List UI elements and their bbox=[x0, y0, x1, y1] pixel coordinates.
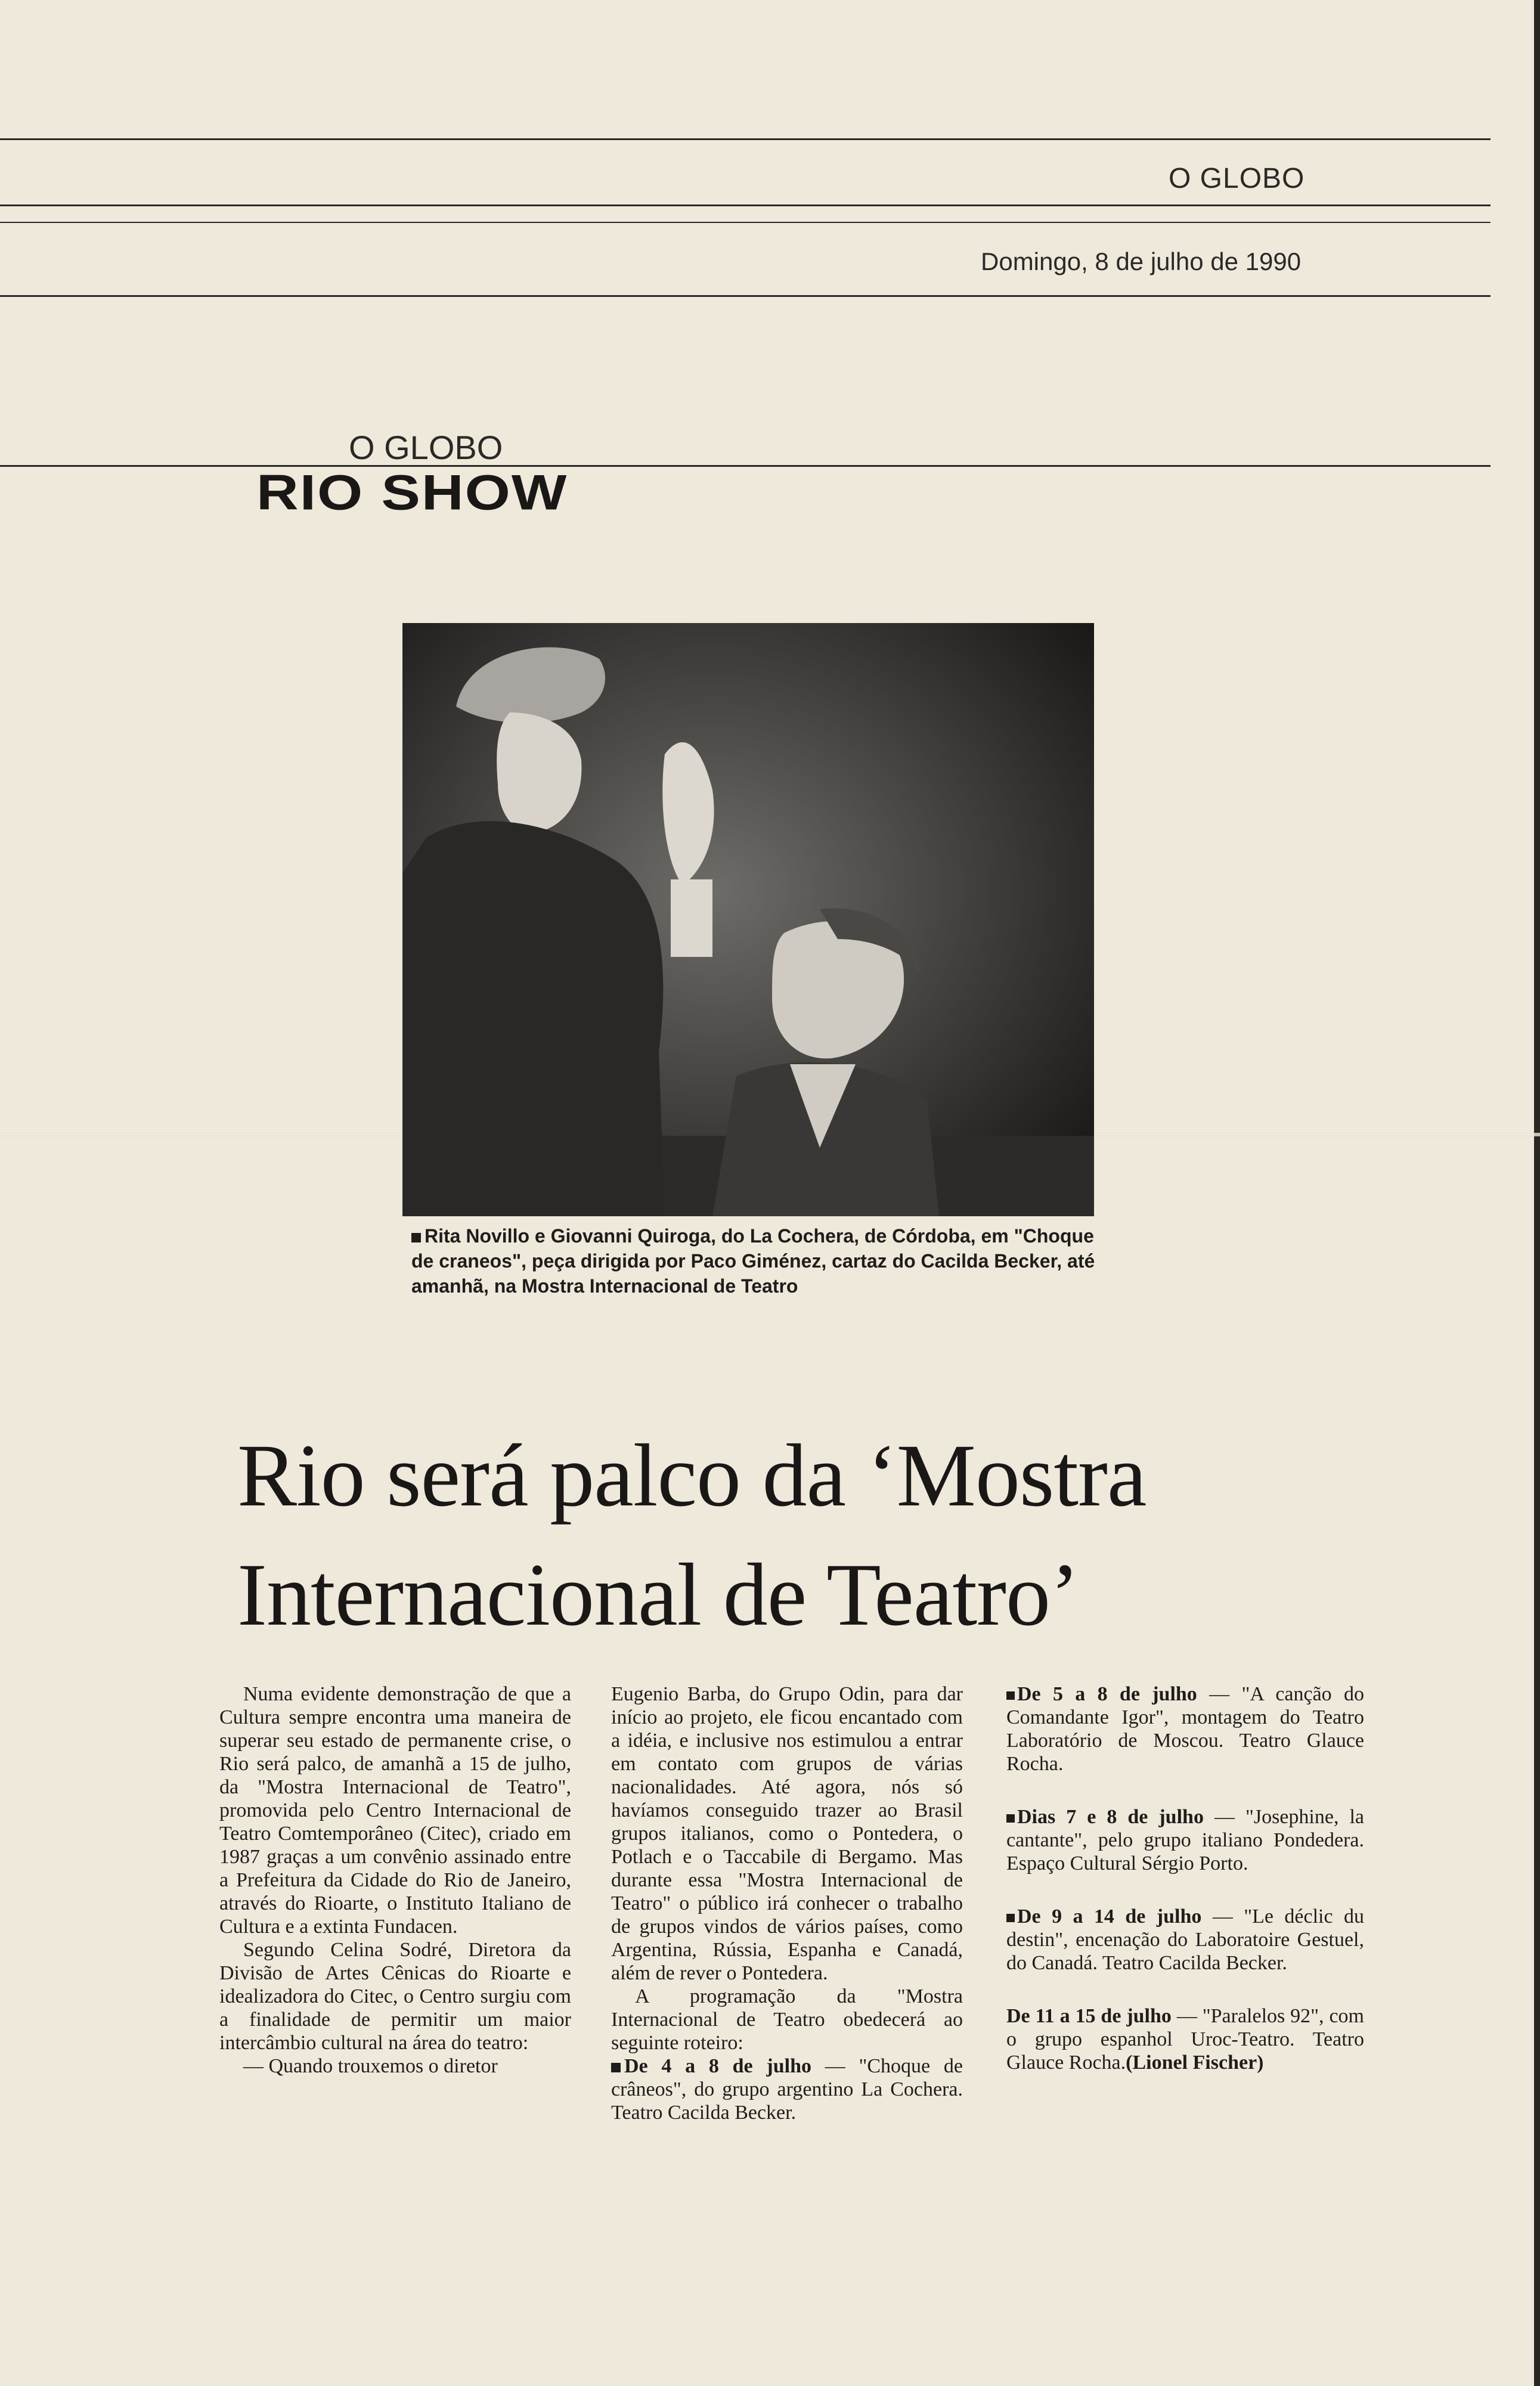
section-newspaper-name: O GLOBO bbox=[349, 429, 503, 466]
newspaper-name: O GLOBO bbox=[1169, 163, 1305, 194]
photo-caption bbox=[411, 1223, 1103, 1299]
schedule-entry-date: De 9 a 14 de julho bbox=[1017, 1905, 1202, 1928]
article-column-1 bbox=[219, 1682, 571, 2078]
rule-masthead bbox=[0, 204, 1491, 206]
headline-line-2: Internacional de Teatro’ bbox=[237, 1545, 1079, 1644]
schedule-bullet-icon bbox=[611, 2063, 621, 2072]
schedule-entry-date: Dias 7 e 8 de julho bbox=[1017, 1806, 1204, 1828]
column-2-paragraph-1: Eugenio Barba, do Grupo Odin, para dar início ao projeto, ele ficou encantado com a idéia, e inclusive nos estimulou a entrar em contato com grupos de várias nacionalidades. Até agora, nós só havíamos conseguido trazer ao Brasil grupos italianos, como o Pontedera, o Potlach e o Taccabile di Bergamo. Mas durante essa "Mostra Internacional de Teatro" o público irá conhecer o trabalho de grupos vindos de vários países, como Argentina, Rússia, Espanha e Canadá, além de rever o Pontedera. bbox=[611, 1683, 963, 1984]
page-edge bbox=[1534, 0, 1540, 2386]
headline-line-1: Rio será palco da ‘Mostra bbox=[237, 1426, 1147, 1525]
schedule-entry-text: — "A canção do Comandante Igor", montagem do Teatro Laboratório de Moscou. Teatro Glauce Rocha. bbox=[1006, 1683, 1364, 1775]
schedule-entry bbox=[1006, 1905, 1364, 1975]
schedule-bullet-icon bbox=[1006, 1814, 1015, 1823]
schedule-entry-text: — "Choque de crâneos", do grupo argentino La Cochera. Teatro Cacilda Becker. bbox=[611, 2055, 963, 2124]
section-logo: RIO SHOW bbox=[256, 464, 568, 520]
rule-date bbox=[0, 295, 1491, 297]
publication-date: Domingo, 8 de julho de 1990 bbox=[981, 247, 1302, 275]
schedule-entry-date: De 4 a 8 de julho bbox=[624, 2055, 811, 2077]
article-photo bbox=[402, 623, 1094, 1216]
schedule-entry bbox=[611, 2055, 963, 2124]
schedule-entry bbox=[1006, 2004, 1364, 2074]
photo-caption-text: Rita Novillo e Giovanni Quiroga, do La Cochera, de Córdoba, em "Choque de craneos", peça dirigida por Paco Giménez, cartaz do Cacilda Becker, até amanhã, na Mostra Internacional de Teatro bbox=[411, 1225, 1095, 1297]
rule-masthead-2 bbox=[0, 222, 1491, 223]
schedule-entry bbox=[1006, 1682, 1364, 1775]
schedule-entry-text: — "Josephine, la cantante", pelo grupo italiano Pondedera. Espaço Cultural Sérgio Porto. bbox=[1006, 1806, 1364, 1874]
caption-bullet-icon bbox=[411, 1233, 421, 1242]
schedule-entry-date: De 5 a 8 de julho bbox=[1017, 1683, 1197, 1705]
article-column-3 bbox=[1006, 1682, 1364, 2074]
article-byline: (Lionel Fischer) bbox=[1126, 2052, 1264, 2074]
column-1-paragraph-3: — Quando trouxemos o diretor bbox=[243, 2055, 498, 2077]
schedule-bullet-icon bbox=[1006, 1914, 1015, 1922]
column-2-paragraph-2: A programação da "Mostra Internacional de Teatro obedecerá ao seguinte roteiro: bbox=[611, 1985, 963, 2054]
schedule-bullet-icon bbox=[1006, 1691, 1015, 1700]
schedule-entry-text: — "Paralelos 92", com o grupo espanhol Uroc-Teatro. Teatro Glauce Rocha. bbox=[1006, 2005, 1364, 2074]
column-1-paragraph-2: Segundo Celina Sodré, Diretora da Divisão de Artes Cênicas do Rioarte e idealizadora do Citec, o Centro surgiu com a finalidade de permitir um maior intercâmbio cultural na área do teatro: bbox=[219, 1939, 571, 2054]
column-1-paragraph-1: Numa evidente demonstração de que a Cultura sempre encontra uma maneira de superar seu estado de permanente crise, o Rio será palco, de amanhã a 15 de julho, da "Mostra Internacional de Teatro", promovida pelo Centro Internacional de Teatro Comtemporâneo (Citec), criado em 1987 graças a um convênio assinado entre a Prefeitura da Cidade do Rio de Janeiro, através do Rioarte, o Instituto Italiano de Cultura e a extinta Fundacen. bbox=[219, 1683, 571, 1938]
article-column-2 bbox=[611, 1682, 963, 2124]
schedule-entry-text: — "Le déclic du destin", encenação do Laboratoire Gestuel, do Canadá. Teatro Cacilda Becker. bbox=[1006, 1905, 1365, 1974]
schedule-entry bbox=[1006, 1805, 1364, 1875]
schedule-entry-date: De 11 a 15 de julho bbox=[1006, 2005, 1172, 2027]
section-rule bbox=[0, 465, 1491, 467]
rule-top bbox=[0, 138, 1491, 140]
article-headline bbox=[237, 1416, 1400, 1654]
